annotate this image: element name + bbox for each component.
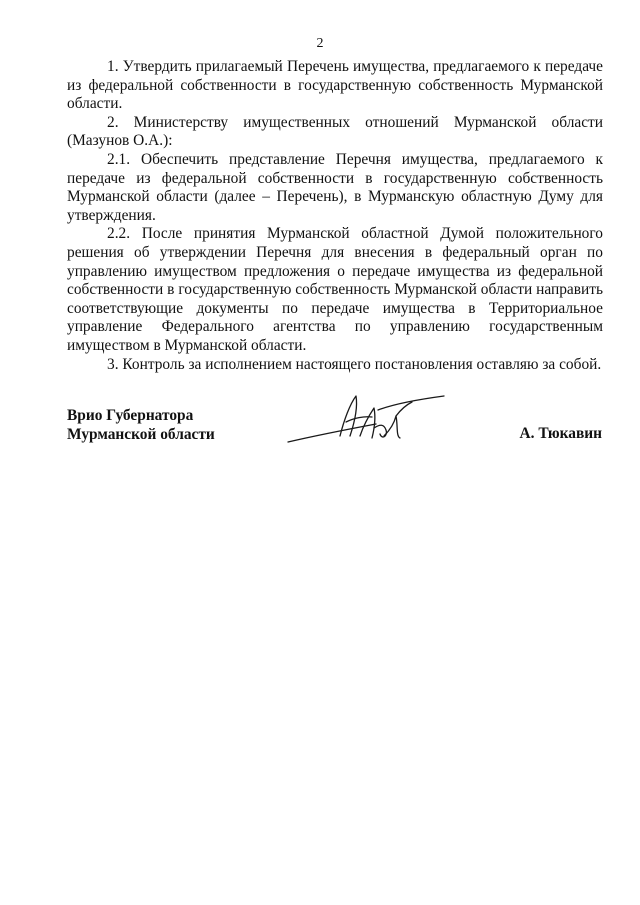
paragraph-2-1: 2.1. Обеспечить представление Перечня имущества, предлагаемого к передаче из федеральной собственности в государственную собственность Мурманской области (далее – Перечень), в Мурманскую областную Думу для утверждения. [67, 150, 603, 224]
signatory-title-line-1: Врио Губернатора [67, 407, 194, 424]
paragraph-2: 2. Министерству имущественных отношений Мурманской области (Мазунов О.А.): [67, 113, 603, 150]
paragraph-1: 1. Утвердить прилагаемый Перечень имущества, предлагаемого к передаче из федеральной собственности в государственную собственность Мурманской области. [67, 58, 603, 113]
paragraph-3: 3. Контроль за исполнением настоящего постановления оставляю за собой. [107, 355, 602, 373]
handwritten-signature [284, 386, 454, 452]
paragraph-2-2: 2.2. После принятия Мурманской областной Думой положительного решения об утверждении Перечня для внесения в федеральный орган по управлению имуществом предложения о передаче имущества из федеральной собственности в государственную собственность Мурманской области направить соответствующие документы по передаче имущества в Территориальное управление Федерального агентства по управлению государственным имуществом в Мурманской области. [67, 225, 603, 354]
signatory-title-line-2: Мурманской области [67, 426, 215, 443]
page-number: 2 [316, 36, 324, 51]
signatory-name: А. Тюкавин [519, 425, 602, 442]
signatory-title [67, 406, 215, 444]
decree-body [67, 58, 603, 374]
